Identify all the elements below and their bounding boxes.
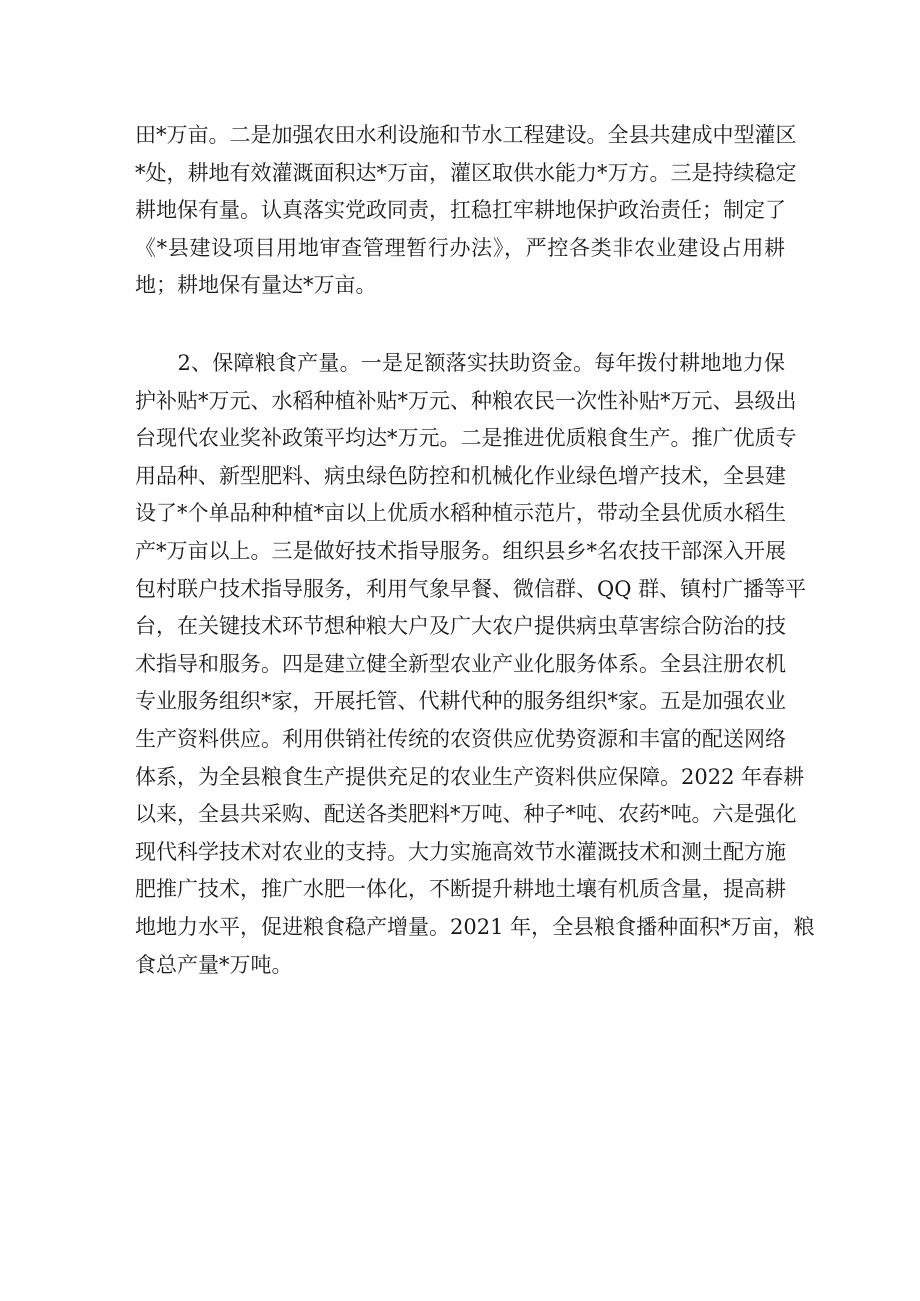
text-line: 生产资料供应。利用供销社传统的农资供应优势资源和丰富的配送网络 <box>135 726 786 751</box>
text-line: 专业服务组织*家，开展托管、代耕代种的服务组织*家。五是加强农业 <box>135 689 786 714</box>
text-line: 田*万亩。二是加强农田水利设施和节水工程建设。全县共建成中型灌区 <box>135 123 797 147</box>
text-line: 《*县建设项目用地审查管理暂行办法》，严控各类非农业建设占用耕 <box>135 235 785 260</box>
text-line: 地；耕地保有量达*万亩。 <box>135 273 377 298</box>
text-line: 以来，全县共采购、配送各类肥料*万吨、种子*吨、农药*吨。六是强化 <box>135 802 797 827</box>
text-line: 食总产量*万吨。 <box>135 952 293 977</box>
text-line: 地地力水平，促进粮食稳产增量。2021 年，全县粮食播种面积*万亩，粮 <box>135 914 815 939</box>
text-line: 设了*个单品种种植*亩以上优质水稻种植示范片，带动全县优质水稻生 <box>135 501 786 526</box>
text-line: 现代科学技术对农业的支持。大力实施高效节水灌溉技术和测土配方施 <box>135 839 786 864</box>
text-line: 台现代农业奖补政策平均达*万元。二是推进优质粮食生产。推广优质专 <box>135 426 797 451</box>
text-line: *处，耕地有效灌溉面积达*万亩，灌区取供水能力*万方。三是持续稳定 <box>135 160 797 185</box>
text-line: 用品种、新型肥料、病虫绿色防控和机械化作业绿色增产技术，全县建 <box>135 463 786 488</box>
text-line: 肥推广技术，推广水肥一体化，不断提升耕地土壤有机质含量，提高耕 <box>135 877 786 902</box>
text-line: 体系，为全县粮食生产提供充足的农业生产资料供应保障。2022 年春耕 <box>135 764 805 789</box>
text-line: 台，在关键技术环节想种粮大户及广大农户提供病虫草害综合防治的技 <box>135 614 786 639</box>
text-line: 产*万亩以上。三是做好技术指导服务。组织县乡*名农技干部深入开展 <box>135 538 786 563</box>
paragraph-grain-output <box>135 345 815 984</box>
text-line: 包村联户技术指导服务，利用气象早餐、微信群、QQ 群、镇村广播等平 <box>135 576 807 601</box>
text-line: 护补贴*万元、水稻种植补贴*万元、种粮农民一次性补贴*万元、县级出 <box>135 388 797 413</box>
paragraph-farmland-protection <box>135 117 797 305</box>
text-line: 术指导和服务。四是建立健全新型农业产业化服务体系。全县注册农机 <box>135 651 786 676</box>
text-line: 2、保障粮食产量。一是足额落实扶助资金。每年拨付耕地地力保 <box>135 351 785 375</box>
text-line: 耕地保有量。认真落实党政同责，扛稳扛牢耕地保护政治责任；制定了 <box>135 198 786 223</box>
